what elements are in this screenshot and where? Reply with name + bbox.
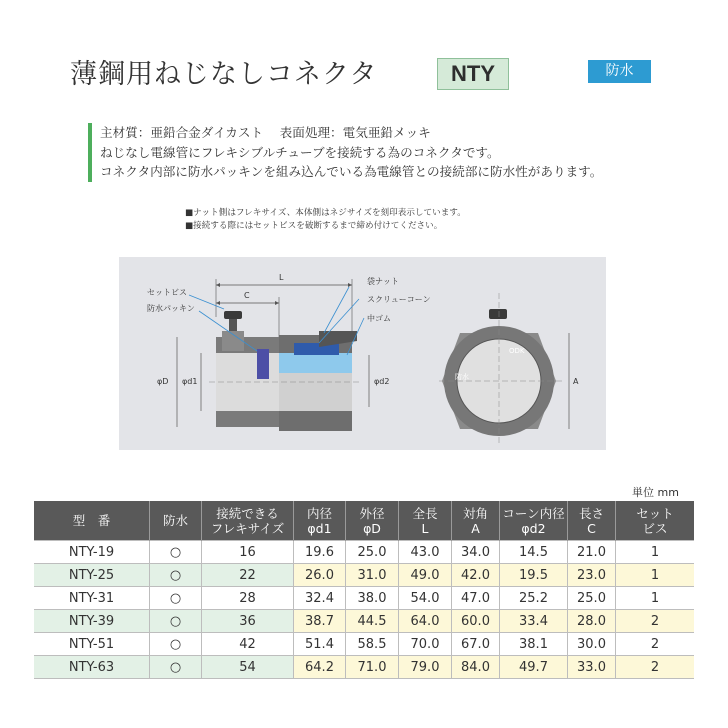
cell-waterproof: ○ xyxy=(150,564,202,587)
dim-phiD-label: φD xyxy=(157,377,169,386)
cell-length: 54.0 xyxy=(399,587,452,610)
col-header-length: 全長 L xyxy=(399,501,452,541)
end-view-screw xyxy=(489,309,507,319)
cell-waterproof: ○ xyxy=(150,587,202,610)
cell-cone-dia: 49.7 xyxy=(500,656,568,679)
cell-flexi-size: 54 xyxy=(202,656,294,679)
inner-rubber xyxy=(279,353,352,373)
table-header-row xyxy=(34,501,694,541)
dim-phid2-label: φd2 xyxy=(374,377,390,386)
cell-model: NTY-19 xyxy=(34,541,150,564)
col-header-model: 型 番 xyxy=(34,501,150,541)
cell-length: 43.0 xyxy=(399,541,452,564)
set-screw-shaft xyxy=(229,319,237,333)
spec-table xyxy=(34,501,694,679)
cell-set-screw: 1 xyxy=(616,564,695,587)
table-row xyxy=(34,633,694,656)
cell-set-screw: 1 xyxy=(616,541,695,564)
table-row xyxy=(34,610,694,633)
description-line: ねじなし電線管にフレキシブルチューブを接続する為のコネクタです。 xyxy=(100,144,500,160)
cell-flexi-size: 16 xyxy=(202,541,294,564)
product-description xyxy=(88,123,602,182)
cell-model: NTY-25 xyxy=(34,564,150,587)
col-header-set-screw: セット ビス xyxy=(616,501,695,541)
cell-diagonal: 67.0 xyxy=(452,633,500,656)
dim-phid1-label: φd1 xyxy=(182,377,198,386)
cell-outer-dia: 44.5 xyxy=(346,610,399,633)
page-title: 薄鋼用ねじなしコネクタ xyxy=(70,59,378,90)
cell-outer-dia: 25.0 xyxy=(346,541,399,564)
stamp-side-text: 防水 xyxy=(455,373,469,381)
description-line: コネクタ内部に防水パッキンを組み込んでいる為電線管との接続部に防水性があります。 xyxy=(100,164,603,179)
cell-inner-dia: 19.6 xyxy=(294,541,346,564)
cell-outer-dia: 38.0 xyxy=(346,587,399,610)
col-header-diagonal: 対角 A xyxy=(452,501,500,541)
col-header-flexi-size: 接続できる フレキサイズ xyxy=(202,501,294,541)
waterproof-packing xyxy=(257,349,269,379)
label-set-screw: セットビス xyxy=(147,288,187,297)
cell-cone-dia: 38.1 xyxy=(500,633,568,656)
cell-set-screw: 1 xyxy=(616,587,695,610)
set-screw-head xyxy=(224,311,242,319)
col-header-inner-dia: 内径 φd1 xyxy=(294,501,346,541)
cell-model: NTY-39 xyxy=(34,610,150,633)
cell-inner-dia: 38.7 xyxy=(294,610,346,633)
stamp-text: ODK xyxy=(509,347,525,355)
cell-outer-dia: 71.0 xyxy=(346,656,399,679)
cell-c-length: 23.0 xyxy=(568,564,616,587)
cell-model: NTY-31 xyxy=(34,587,150,610)
cell-flexi-size: 36 xyxy=(202,610,294,633)
cell-inner-dia: 64.2 xyxy=(294,656,346,679)
cell-cone-dia: 33.4 xyxy=(500,610,568,633)
cell-c-length: 25.0 xyxy=(568,587,616,610)
cell-waterproof: ○ xyxy=(150,656,202,679)
cell-waterproof: ○ xyxy=(150,541,202,564)
technical-drawing xyxy=(119,257,606,450)
dim-L-label: L xyxy=(279,273,284,282)
label-bag-nut: 袋ナット xyxy=(367,277,399,286)
dim-C-label: C xyxy=(244,291,250,300)
cell-cone-dia: 14.5 xyxy=(500,541,568,564)
table-row xyxy=(34,656,694,679)
cell-set-screw: 2 xyxy=(616,656,695,679)
cell-outer-dia: 58.5 xyxy=(346,633,399,656)
col-header-outer-dia: 外径 φD xyxy=(346,501,399,541)
col-header-waterproof: 防水 xyxy=(150,501,202,541)
cell-flexi-size: 28 xyxy=(202,587,294,610)
cell-outer-dia: 31.0 xyxy=(346,564,399,587)
cell-length: 49.0 xyxy=(399,564,452,587)
cell-flexi-size: 42 xyxy=(202,633,294,656)
model-badge: NTY xyxy=(437,58,509,90)
table-row xyxy=(34,587,694,610)
cell-inner-dia: 26.0 xyxy=(294,564,346,587)
waterproof-badge: 防水 xyxy=(588,60,651,83)
cell-length: 79.0 xyxy=(399,656,452,679)
col-header-cone-dia: コーン内径 φd2 xyxy=(500,501,568,541)
cell-diagonal: 47.0 xyxy=(452,587,500,610)
label-rubber: 中ゴム xyxy=(367,314,391,323)
cell-length: 64.0 xyxy=(399,610,452,633)
cell-cone-dia: 19.5 xyxy=(500,564,568,587)
col-header-c-length: 長さ C xyxy=(568,501,616,541)
usage-notes xyxy=(185,207,466,233)
cell-model: NTY-63 xyxy=(34,656,150,679)
label-packing: 防水パッキン xyxy=(147,304,195,313)
table-row xyxy=(34,564,694,587)
dim-A-label: A xyxy=(573,377,579,386)
cell-waterproof: ○ xyxy=(150,633,202,656)
cell-diagonal: 84.0 xyxy=(452,656,500,679)
cell-c-length: 30.0 xyxy=(568,633,616,656)
note-line: ■ナット側はフレキサイズ、本体側はネジサイズを刻印表示しています。 xyxy=(185,208,466,218)
table-row xyxy=(34,541,694,564)
cell-inner-dia: 32.4 xyxy=(294,587,346,610)
cell-model: NTY-51 xyxy=(34,633,150,656)
cell-c-length: 28.0 xyxy=(568,610,616,633)
cell-c-length: 33.0 xyxy=(568,656,616,679)
cell-set-screw: 2 xyxy=(616,610,695,633)
cell-waterproof: ○ xyxy=(150,610,202,633)
cell-diagonal: 34.0 xyxy=(452,541,500,564)
label-screw-cone: スクリューコーン xyxy=(367,295,431,304)
description-line: 主材質：亜鉛合金ダイカスト 表面処理：電気亜鉛メッキ xyxy=(100,125,431,140)
unit-label: 単位 mm xyxy=(632,486,679,499)
cell-set-screw: 2 xyxy=(616,633,695,656)
note-line: ■接続する際にはセットビスを破断するまで締め付けてください。 xyxy=(185,221,443,231)
cell-flexi-size: 22 xyxy=(202,564,294,587)
cell-diagonal: 42.0 xyxy=(452,564,500,587)
cell-cone-dia: 25.2 xyxy=(500,587,568,610)
cell-length: 70.0 xyxy=(399,633,452,656)
cell-diagonal: 60.0 xyxy=(452,610,500,633)
cell-c-length: 21.0 xyxy=(568,541,616,564)
cell-inner-dia: 51.4 xyxy=(294,633,346,656)
